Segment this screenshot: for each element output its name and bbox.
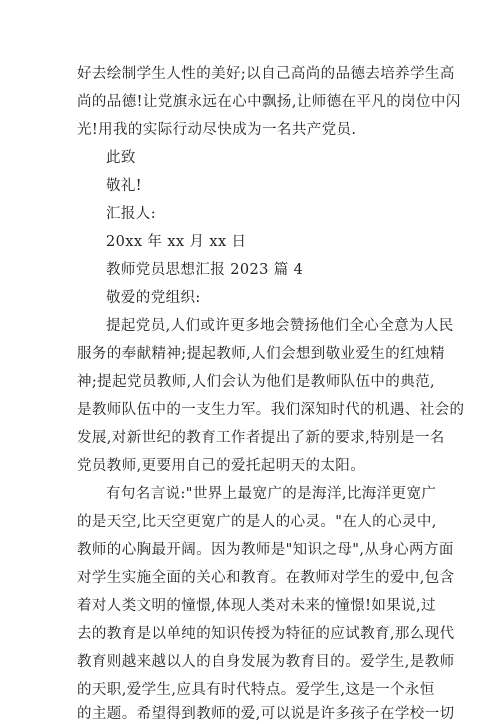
body-text-line: 教育则越来越以人的自身发展为教育目的。爱学生,是教师 [77, 654, 455, 670]
body-text-line: 教师的心胸最开阔。因为教师是"知识之母",从身心两方面 [77, 542, 454, 558]
body-text-line: 的是天空,比天空更宽广的是人的心灵。"在人的心灵中, [77, 514, 437, 530]
body-text-line: 的主题。希望得到教师的爱,可以说是许多孩子在学校一切 [77, 706, 455, 722]
body-text-line: 党员教师,更要用自己的爱托起明天的太阳。 [77, 458, 366, 474]
closing-salutation: 此致 [106, 150, 136, 166]
body-text-line: 光!用我的实际行动尽快成为一名共产党员. [77, 122, 357, 138]
body-text-line: 发展,对新世纪的教育工作者提出了新的要求,特别是一名 [77, 430, 445, 446]
body-text-line: 服务的奉献精神;提起教师,人们会想到敬业爱生的红烛精 [77, 346, 445, 362]
body-text-line: 着对人类文明的憧憬,体现人类对未来的憧憬!如果说,过 [77, 598, 436, 614]
closing-regards: 敬礼! [106, 178, 143, 194]
reporter-label: 汇报人: [106, 206, 156, 222]
greeting: 敬爱的党组织: [106, 290, 201, 306]
report-date: 20xx 年 xx 月 xx 日 [106, 234, 247, 250]
body-text-line: 的天职,爱学生,应具有时代特点。爱学生,这是一个永恒 [77, 682, 435, 698]
body-text-line: 尚的品德!让党旗永远在心中飘扬,让师德在平凡的岗位中闪 [77, 94, 461, 110]
body-text-line: 神;提起党员教师,人们会认为他们是教师队伍中的典范, [77, 374, 436, 390]
section-title: 教师党员思想汇报 2023 篇 4 [106, 262, 304, 278]
body-text-line: 好去绘制学生人性的美好;以自己高尚的品德去培养学生高 [77, 66, 455, 82]
body-text-line: 是教师队伍中的一支生力军。我们深知时代的机遇、社会的 [77, 402, 465, 418]
body-text-line: 有句名言说:"世界上最宽广的是海洋,比海洋更宽广 [106, 486, 437, 502]
body-text-line: 去的教育是以单纯的知识传授为特征的应试教育,那么现代 [77, 626, 455, 642]
body-text-line: 对学生实施全面的关心和教育。在教师对学生的爱中,包含 [77, 570, 455, 586]
body-text-line: 提起党员,人们或许更多地会赞扬他们全心全意为人民 [106, 318, 454, 334]
